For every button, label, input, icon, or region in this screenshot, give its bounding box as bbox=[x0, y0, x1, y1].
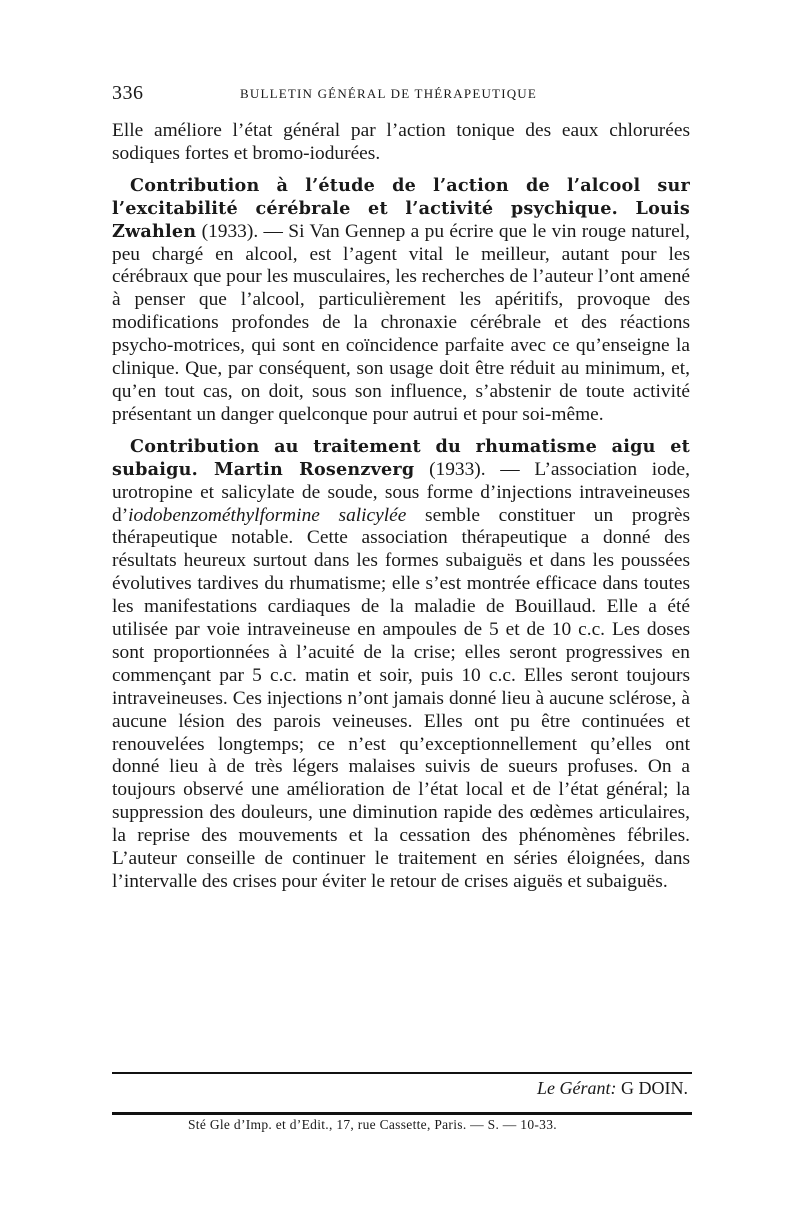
alcohol-article-body: — Si Van Gennep a pu écrire que le vin rouge naturel, peu chargé en alcool, est l’agent vital le meilleur, autant pour les cérébraux que pour les musculaires, les recherches de l’auteur l’ont amené à penser que l’alcool, particulièrement les apéritifs, provoque des modifications profondes de la chronaxie cérébrale et des réactions psycho-motrices, qui sont en coïncidence parfaite avec ce qu’enseigne la clinique. Que, par conséquent, son usage doit être réduit au minimum, et, qu’en tout cas, on doit, sous son influence, s’abstenir de toute activité présentant un danger quelconque pour autrui et pour soi-même. bbox=[112, 220, 690, 425]
gerant-name: G DOIN. bbox=[616, 1078, 688, 1098]
rheumatism-article bbox=[112, 436, 690, 894]
printer-imprint: Sté Gle d’Imp. et d’Edit., 17, rue Cassette, Paris. — S. — 10-33. bbox=[188, 1117, 557, 1132]
rheumatism-article-year: (1933). bbox=[414, 458, 486, 480]
alcohol-article-title: Contribution à l’étude de l’action de l’alcool sur l’excitabilité cérébrale et l’activité psychique. Louis Zwahlen bbox=[112, 174, 690, 242]
running-title: BULLETIN GÉNÉRAL DE THÉRAPEUTIQUE bbox=[240, 86, 538, 101]
gerant-label: Le Gérant: bbox=[537, 1078, 617, 1098]
alcohol-article-year: (1933). bbox=[196, 220, 259, 242]
rheumatism-article-body-a: — L’association iode, urotropine et salicylate de soude, sous forme d’injections intraveineuses d’ bbox=[112, 458, 690, 526]
page-number: 336 bbox=[112, 82, 144, 104]
page-header bbox=[112, 82, 692, 106]
article-body bbox=[112, 120, 690, 894]
intro-paragraph: Elle améliore l’état général par l’action tonique des eaux chlorurées sodiques fortes et bromo-iodurées. bbox=[112, 120, 690, 164]
rheumatism-article-title: Contribution au traitement du rhumatisme aigu et subaigu. Martin Rosenzverg bbox=[112, 435, 690, 480]
footer-rule-bottom bbox=[112, 1112, 692, 1115]
rheumatism-article-body-b: semble constituer un progrès thérapeutique notable. Cette association thérapeutique a donné des résultats heureux surtout dans les formes subaiguës et dans les poussées évolutives tardives du rhumatisme; elle s’est montrée efficace dans toutes les manifestations cardiaques de la maladie de Bouillaud. Elle a été utilisée par voie intraveineuse en ampoules de 5 et de 10 c.c. Les doses sont proportionnées à l’acuité de la crise; elles seront progressives en commençant par 5 c.c. matin et soir, puis 10 c.c. Elles seront toujours intraveineuses. Ces injections n’ont jamais donné lieu à aucune sclérose, à aucune lésion des parois veineuses. Elles ont pu être continuées et renouvelées longtemps; ce n’est qu’exceptionnellement qu’elles ont donné lieu à de très légers malaises suivis de sueurs profuses. On a toujours observé une amélioration de l’état local et de l’état général; la suppression des douleurs, une diminution rapide des œdèmes articulaires, la reprise des mouvements et la cessation des phénomènes fébriles. L’auteur conseille de continuer le traitement en séries éloignées, dans l’intervalle des crises pour éviter le retour de crises aiguës et subaiguës. bbox=[112, 504, 690, 892]
footer-rule-top bbox=[112, 1072, 692, 1074]
alcohol-article bbox=[112, 175, 690, 427]
drug-name: iodobenzométhylformine salicylée bbox=[128, 504, 407, 526]
gerant-line bbox=[537, 1078, 688, 1099]
